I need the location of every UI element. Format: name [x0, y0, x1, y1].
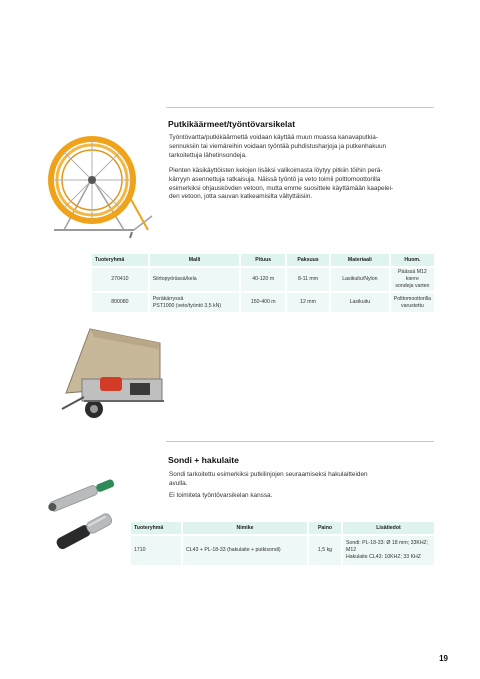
table-row — [131, 535, 434, 565]
col-header-model: Malli — [149, 254, 241, 267]
cell-thickness: 12 mm — [286, 292, 330, 312]
section-divider-middle — [166, 441, 434, 442]
table-row — [92, 267, 434, 292]
cell-name: CL43 + PL-18-33 (hakulaite + putkisondi) — [182, 535, 308, 565]
text-line: tarkoitettuja lähetinsondeja. — [169, 151, 247, 159]
cell-line: Sondi: PL-18-33: Ø 18 mm; 33KHZ; — [346, 540, 429, 546]
text-line: Pienten käsikäyttöisten kelojen lisäksi valikoimasta löytyy pitkiin töihin perä- — [169, 167, 383, 174]
cell-group: 800080 — [92, 292, 149, 312]
section-divider-top — [166, 107, 434, 108]
cell-line: PST1000 (veto/työntö 3,5 kN) — [152, 302, 222, 309]
cell-line: varustettu — [401, 302, 424, 309]
text-line: avulla. — [169, 479, 188, 487]
reels-paragraph-1 — [169, 134, 431, 160]
cell-length: 40-120 m — [240, 267, 286, 292]
reels-paragraph-2 — [169, 167, 431, 202]
cell-line: Päässä M12 kierre — [397, 269, 427, 282]
table-row — [92, 292, 434, 312]
cell-line: Peräkärryssä — [152, 295, 184, 302]
section-title-probe: Sondi + hakulaite — [168, 455, 239, 465]
cell-line: Hakulaite CL43: 10KHZ; 33 KHZ — [346, 554, 421, 560]
col-header-thickness: Paksuus — [286, 254, 330, 267]
reels-spec-table — [92, 254, 434, 312]
probe-image-bottom — [50, 510, 120, 552]
cell-model — [149, 292, 241, 312]
probe-image-top — [44, 478, 120, 512]
col-header-material: Materiaali — [330, 254, 390, 267]
cell-weight: 1,5 kg — [308, 535, 342, 565]
cell-note — [390, 292, 434, 312]
col-header-length: Pituus — [240, 254, 286, 267]
cell-line: M12 — [346, 547, 357, 553]
cell-model — [149, 267, 241, 292]
probe-paragraph-2: Ei toimiteta työntövarsikelan kanssa. — [169, 492, 273, 499]
trailer-rodder-image — [60, 323, 168, 423]
col-header-weight: Paino — [308, 522, 342, 535]
section-title-reels: Putkikäärmeet/työntövarsikelat — [168, 119, 296, 129]
table-header-row — [131, 522, 434, 535]
cell-length: 150-400 m — [240, 292, 286, 312]
cell-group: 1710 — [131, 535, 182, 565]
cell-line: Siirtopyörässä/kela — [152, 276, 197, 282]
cell-group: 270410 — [92, 267, 149, 292]
col-header-note: Huom. — [390, 254, 434, 267]
cell-material: Lasikuitu — [330, 292, 390, 312]
page-number: 19 — [439, 654, 448, 663]
text-line: Sondi tarkoitettu esimerkiksi putkilinjojen seuraamiseksi hakulaitteiden — [169, 471, 368, 478]
col-header-group: Tuoteryhmä — [92, 254, 149, 267]
col-header-name: Nimike — [182, 522, 308, 535]
text-line: kärryyn asennettuja ratkaisuja. Näissä työntö ja veto toimii polttomoottorilla — [169, 175, 381, 183]
text-line: esimerkiksi ohjauskövden vetoon, mutta emme suosittele käyttämään kaapelei- — [169, 184, 394, 192]
text-line: Työntövartta/putkikäärmettä voidaan käyttää muun muassa kanavaputkia- — [169, 134, 378, 141]
text-line: sennuksiin tai viemäreihin voidaan työntää puhdistusharjoja ja putkenhakuun — [169, 142, 387, 150]
cell-line: Polttomoottorilla — [393, 295, 431, 302]
text-line: den vetoon, jotta sauvan katkeamisilta vältyttäisiin. — [169, 193, 313, 201]
probe-spec-table — [131, 522, 434, 565]
cell-line: sondeja varten — [395, 283, 430, 289]
cell-thickness: 8-11 mm — [286, 267, 330, 292]
col-header-info: Lisätiedot — [342, 522, 434, 535]
probe-paragraph-1 — [169, 471, 431, 489]
cell-material: Lasikuitu/Nylon — [330, 267, 390, 292]
duct-rodder-reel-image — [44, 134, 160, 240]
cell-info — [342, 535, 434, 565]
cell-note — [390, 267, 434, 292]
col-header-group: Tuoteryhmä — [131, 522, 182, 535]
table-header-row — [92, 254, 434, 267]
